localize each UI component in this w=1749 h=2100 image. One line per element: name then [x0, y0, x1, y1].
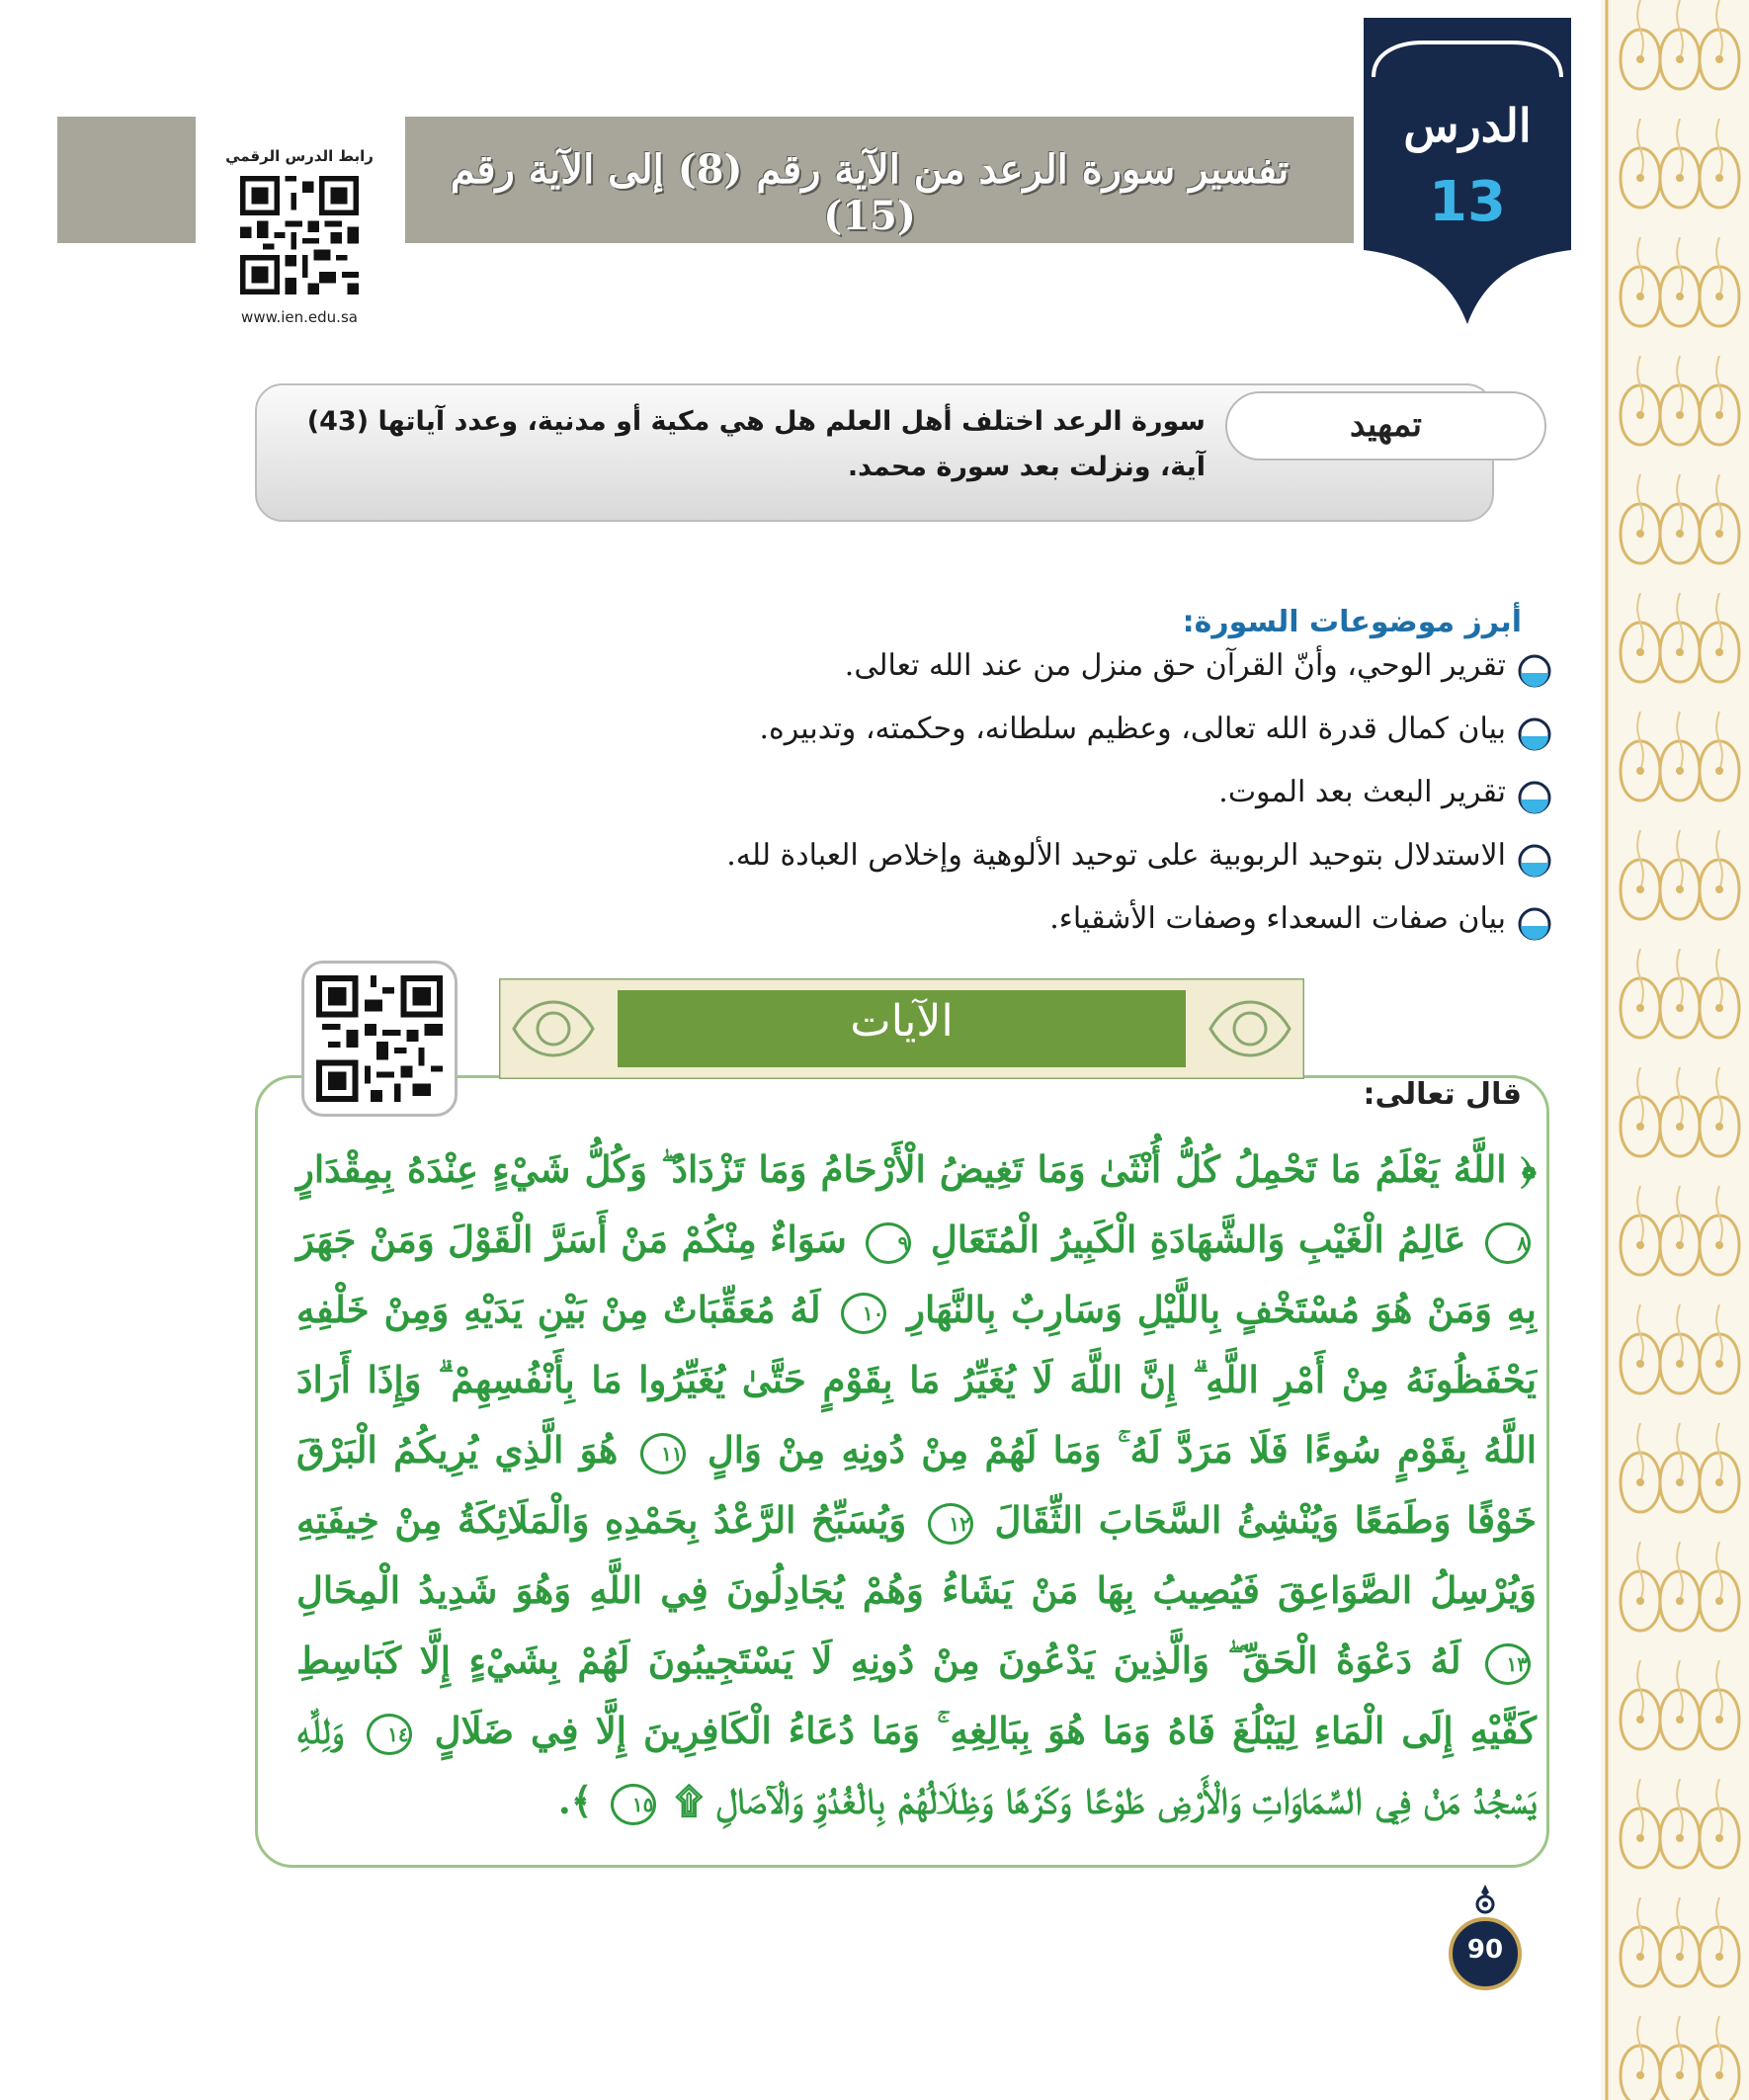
verse-text: هُوَ الَّذِي يُرِيكُمُ الْبَرْقَ خَوْفًا وَطَمَعًا وَيُنْشِئُ السَّحَابَ الثِّقَالَ: [296, 1428, 1538, 1542]
verse-text: لَهُ مُعَقِّبَاتٌ مِنْ بَيْنِ يَدَيْهِ وَمِنْ خَلْفِهِ يَحْفَظُونَهُ مِنْ أَمْرِ اللَّهِ ۗ إِنَّ اللَّهَ لَا يُغَيِّرُ مَا بِقَوْمٍ حَتَّىٰ يُغَيِّرُوا مَا بِأَنْفُسِهِمْ ۗ وَإِذَا أَرَادَ اللَّهُ بِقَوْمٍ سُوءًا فَلَا مَرَدَّ لَهُ ۚ وَمَا لَهُمْ مِنْ دُونِهِ مِنْ وَالٍ: [296, 1288, 1537, 1471]
list-item: [296, 767, 1551, 826]
half-circle-bullet-icon: [1518, 654, 1551, 688]
verse-number-marker: ١١: [640, 1433, 686, 1474]
list-item: [296, 830, 1551, 889]
lesson-title: تفسير سورة الرعد من الآية رقم (8) إلى الآية رقم (15): [450, 146, 1290, 239]
verse-number-marker: ٨: [1485, 1222, 1531, 1264]
topic-text: الاستدلال بتوحيد الربوبية على توحيد الألوهية وإخلاص العبادة لله.: [726, 838, 1506, 873]
verse-number-marker: ١٣: [1485, 1643, 1531, 1685]
verse-text: وَلِلَّهِ يَسْجُدُ مَنْ فِي السَّمَاوَاتِ وَالْأَرْضِ طَوْعًا وَكَرْهًا وَظِلَالُهُمْ بِالْغُدُوِّ وَالْآصَالِ ۩: [296, 1709, 1537, 1822]
quran-verses: [296, 1134, 1537, 1836]
verse-closing: ﴾.: [557, 1779, 593, 1822]
qr-code-graphic: [316, 975, 443, 1102]
digital-link-label: رابط الدرس الرقمي: [225, 147, 374, 165]
verse-text: لَهُ دَعْوَةُ الْحَقِّ ۖ وَالَّذِينَ يَدْعُونَ مِنْ دُونِهِ لَا يَسْتَجِيبُونَ لَهُمْ بِشَيْءٍ إِلَّا كَبَاسِطِ كَفَّيْهِ إِلَى الْمَاءِ لِيَبْلُغَ فَاهُ وَمَا هُوَ بِبَالِغِهِ ۚ وَمَا دُعَاءُ الْكَافِرِينَ إِلَّا فِي ضَلَالٍ: [296, 1638, 1537, 1752]
site-url[interactable]: www.ien.edu.sa: [241, 308, 358, 326]
header-gray-block: [57, 117, 196, 243]
lesson-label: الدرس: [1403, 99, 1532, 152]
intro-text: سورة الرعد اختلف أهل العلم هل هي مكية أو مدنية، وعدد آياتها (43) آية، ونزلت بعد سورة محمد.: [306, 406, 1206, 482]
half-circle-bullet-icon: [1518, 844, 1551, 878]
topic-text: تقرير البعث بعد الموت.: [1218, 775, 1506, 809]
said-label: قال تعالى:: [1363, 1077, 1522, 1112]
qr-code-icon[interactable]: [240, 176, 359, 294]
lesson-number: 13: [1429, 170, 1506, 234]
half-circle-bullet-icon: [1518, 717, 1551, 751]
half-circle-bullet-icon: [1518, 781, 1551, 814]
topic-text: بيان كمال قدرة الله تعالى، وعظيم سلطانه، وحكمته، وتدبيره.: [759, 712, 1506, 746]
verse-text: سَوَاءٌ مِنْكُمْ مَنْ أَسَرَّ الْقَوْلَ وَمَنْ جَهَرَ بِهِ وَمَنْ هُوَ مُسْتَخْفٍ بِاللَّيْلِ وَسَارِبٌ بِالنَّهَارِ: [296, 1218, 1537, 1331]
topic-text: بيان صفات السعداء وصفات الأشقياء.: [1049, 901, 1506, 936]
topic-text: تقرير الوحي، وأنّ القرآن حق منزل من عند الله تعالى.: [844, 648, 1506, 683]
verse-number-marker: ١٢: [928, 1503, 973, 1545]
topics-heading: أبرز موضوعات السورة:: [1182, 605, 1522, 639]
verse-text: ﴿ اللَّهُ يَعْلَمُ مَا تَحْمِلُ كُلُّ أُنْثَىٰ وَمَا تَغِيضُ الْأَرْحَامُ وَمَا تَزْدَادُ ۖ وَكُلُّ شَيْءٍ عِنْدَهُ بِمِقْدَارٍ: [296, 1147, 1537, 1191]
intro-label: تمهيد: [1350, 405, 1422, 445]
ornamental-border: [1601, 0, 1749, 2100]
verse-text: وَيُسَبِّحُ الرَّعْدُ بِحَمْدِهِ وَالْمَلَائِكَةُ مِنْ خِيفَتِهِ وَيُرْسِلُ الصَّوَاعِقَ فَيُصِيبُ بِهَا مَنْ يَشَاءُ وَهُمْ يُجَادِلُونَ فِي اللَّهِ وَهُوَ شَدِيدُ الْمِحَالِ: [296, 1498, 1537, 1612]
half-circle-bullet-icon: [1518, 907, 1551, 941]
verse-number-marker: ١٠: [841, 1293, 886, 1334]
list-item: [296, 704, 1551, 763]
verse-number-marker: ١٤: [367, 1714, 412, 1755]
list-item: [296, 893, 1551, 953]
page-ornament-icon: [1469, 1883, 1501, 1916]
verse-number-marker: ١٥: [611, 1784, 656, 1825]
verse-number-marker: ٩: [866, 1222, 911, 1264]
list-item: [296, 640, 1551, 700]
verse-text: عَالِمُ الْغَيْبِ وَالشَّهَادَةِ الْكَبِيرُ الْمُتَعَالِ: [930, 1218, 1466, 1261]
qr-code-icon[interactable]: [301, 961, 458, 1117]
page-number: 90: [1466, 1935, 1504, 1965]
ayat-banner-title: الآيات: [850, 996, 954, 1047]
